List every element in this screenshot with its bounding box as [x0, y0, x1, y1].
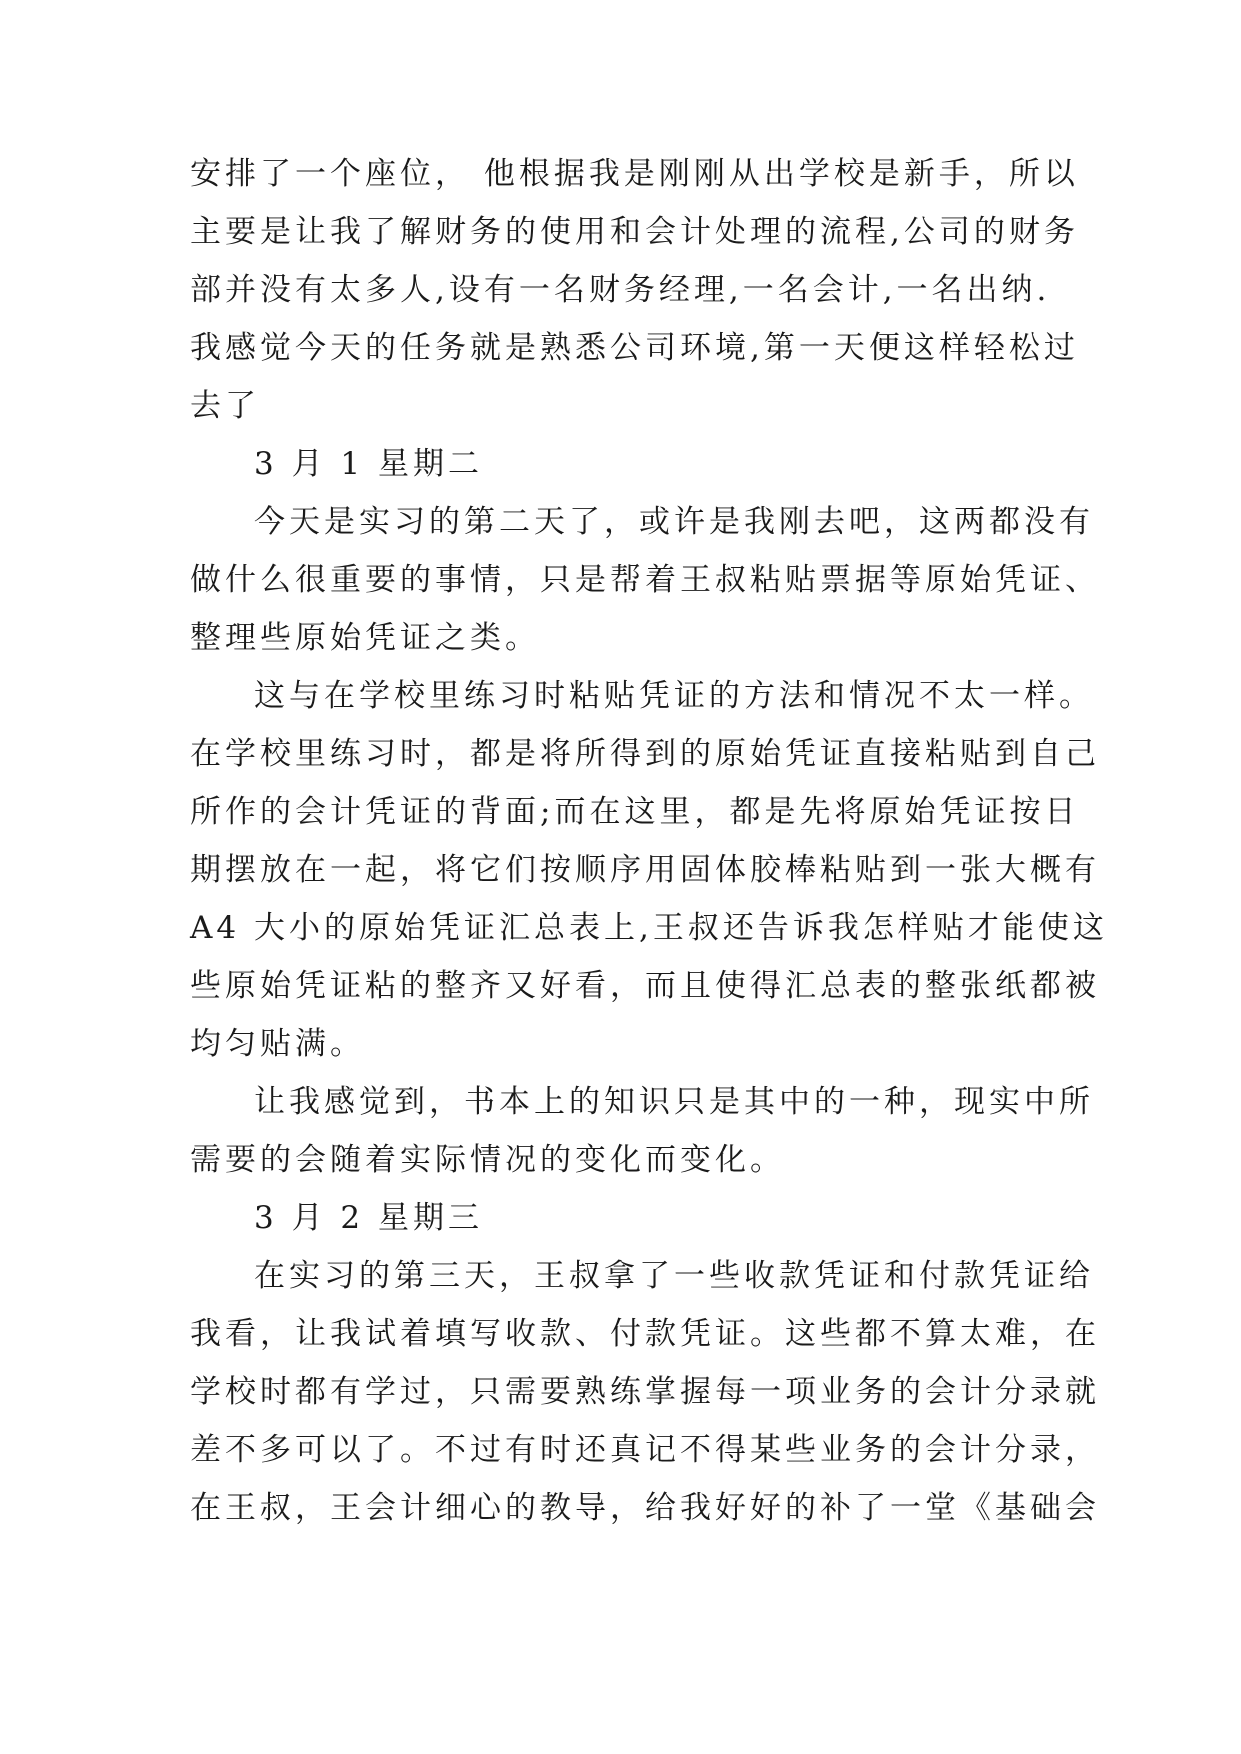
text-line: A4 大小的原始凭证汇总表上,王叔还告诉我怎样贴才能使这: [190, 910, 1108, 946]
text-line: 部并没有太多人,设有一名财务经理,一名会计,一名出纳.: [190, 272, 1051, 308]
text-line: 今天是实习的第二天了，或许是我刚去吧，这两都没有: [254, 504, 1094, 540]
text-line: 主要是让我了解财务的使用和会计处理的流程,公司的财务: [190, 214, 1079, 250]
date-heading: 3 月 2 星期三: [254, 1200, 484, 1236]
text-line: 在学校里练习时，都是将所得到的原始凭证直接粘贴到自己: [190, 736, 1100, 772]
text-line: 所作的会计凭证的背面;而在这里，都是先将原始凭证按日: [190, 794, 1080, 830]
text-line: 差不多可以了。不过有时还真记不得某些业务的会计分录，: [190, 1432, 1100, 1468]
text-line: 让我感觉到，书本上的知识只是其中的一种，现实中所: [254, 1084, 1094, 1120]
text-line: 在实习的第三天，王叔拿了一些收款凭证和付款凭证给: [254, 1258, 1094, 1294]
date-heading: 3 月 1 星期二: [254, 446, 484, 482]
text-line: 安排了一个座位， 他根据我是刚刚从出学校是新手，所以: [190, 156, 1079, 192]
text-line: 学校时都有学过，只需要熟练掌握每一项业务的会计分录就: [190, 1374, 1100, 1410]
text-line: 这与在学校里练习时粘贴凭证的方法和情况不太一样。: [254, 678, 1094, 714]
text-line: 我看，让我试着填写收款、付款凭证。这些都不算太难，在: [190, 1316, 1100, 1352]
text-line: 需要的会随着实际情况的变化而变化。: [190, 1142, 785, 1178]
text-line: 均匀贴满。: [190, 1026, 365, 1062]
text-line: 我感觉今天的任务就是熟悉公司环境,第一天便这样轻松过: [190, 330, 1079, 366]
text-line: 期摆放在一起，将它们按顺序用固体胶棒粘贴到一张大概有: [190, 852, 1100, 888]
text-line: 做什么很重要的事情，只是帮着王叔粘贴票据等原始凭证、: [190, 562, 1100, 598]
text-line: 在王叔，王会计细心的教导，给我好好的补了一堂《基础会: [190, 1490, 1100, 1526]
text-line: 去了: [190, 388, 260, 424]
text-line: 些原始凭证粘的整齐又好看，而且使得汇总表的整张纸都被: [190, 968, 1100, 1004]
text-line: 整理些原始凭证之类。: [190, 620, 540, 656]
document-body: [190, 145, 1108, 1537]
